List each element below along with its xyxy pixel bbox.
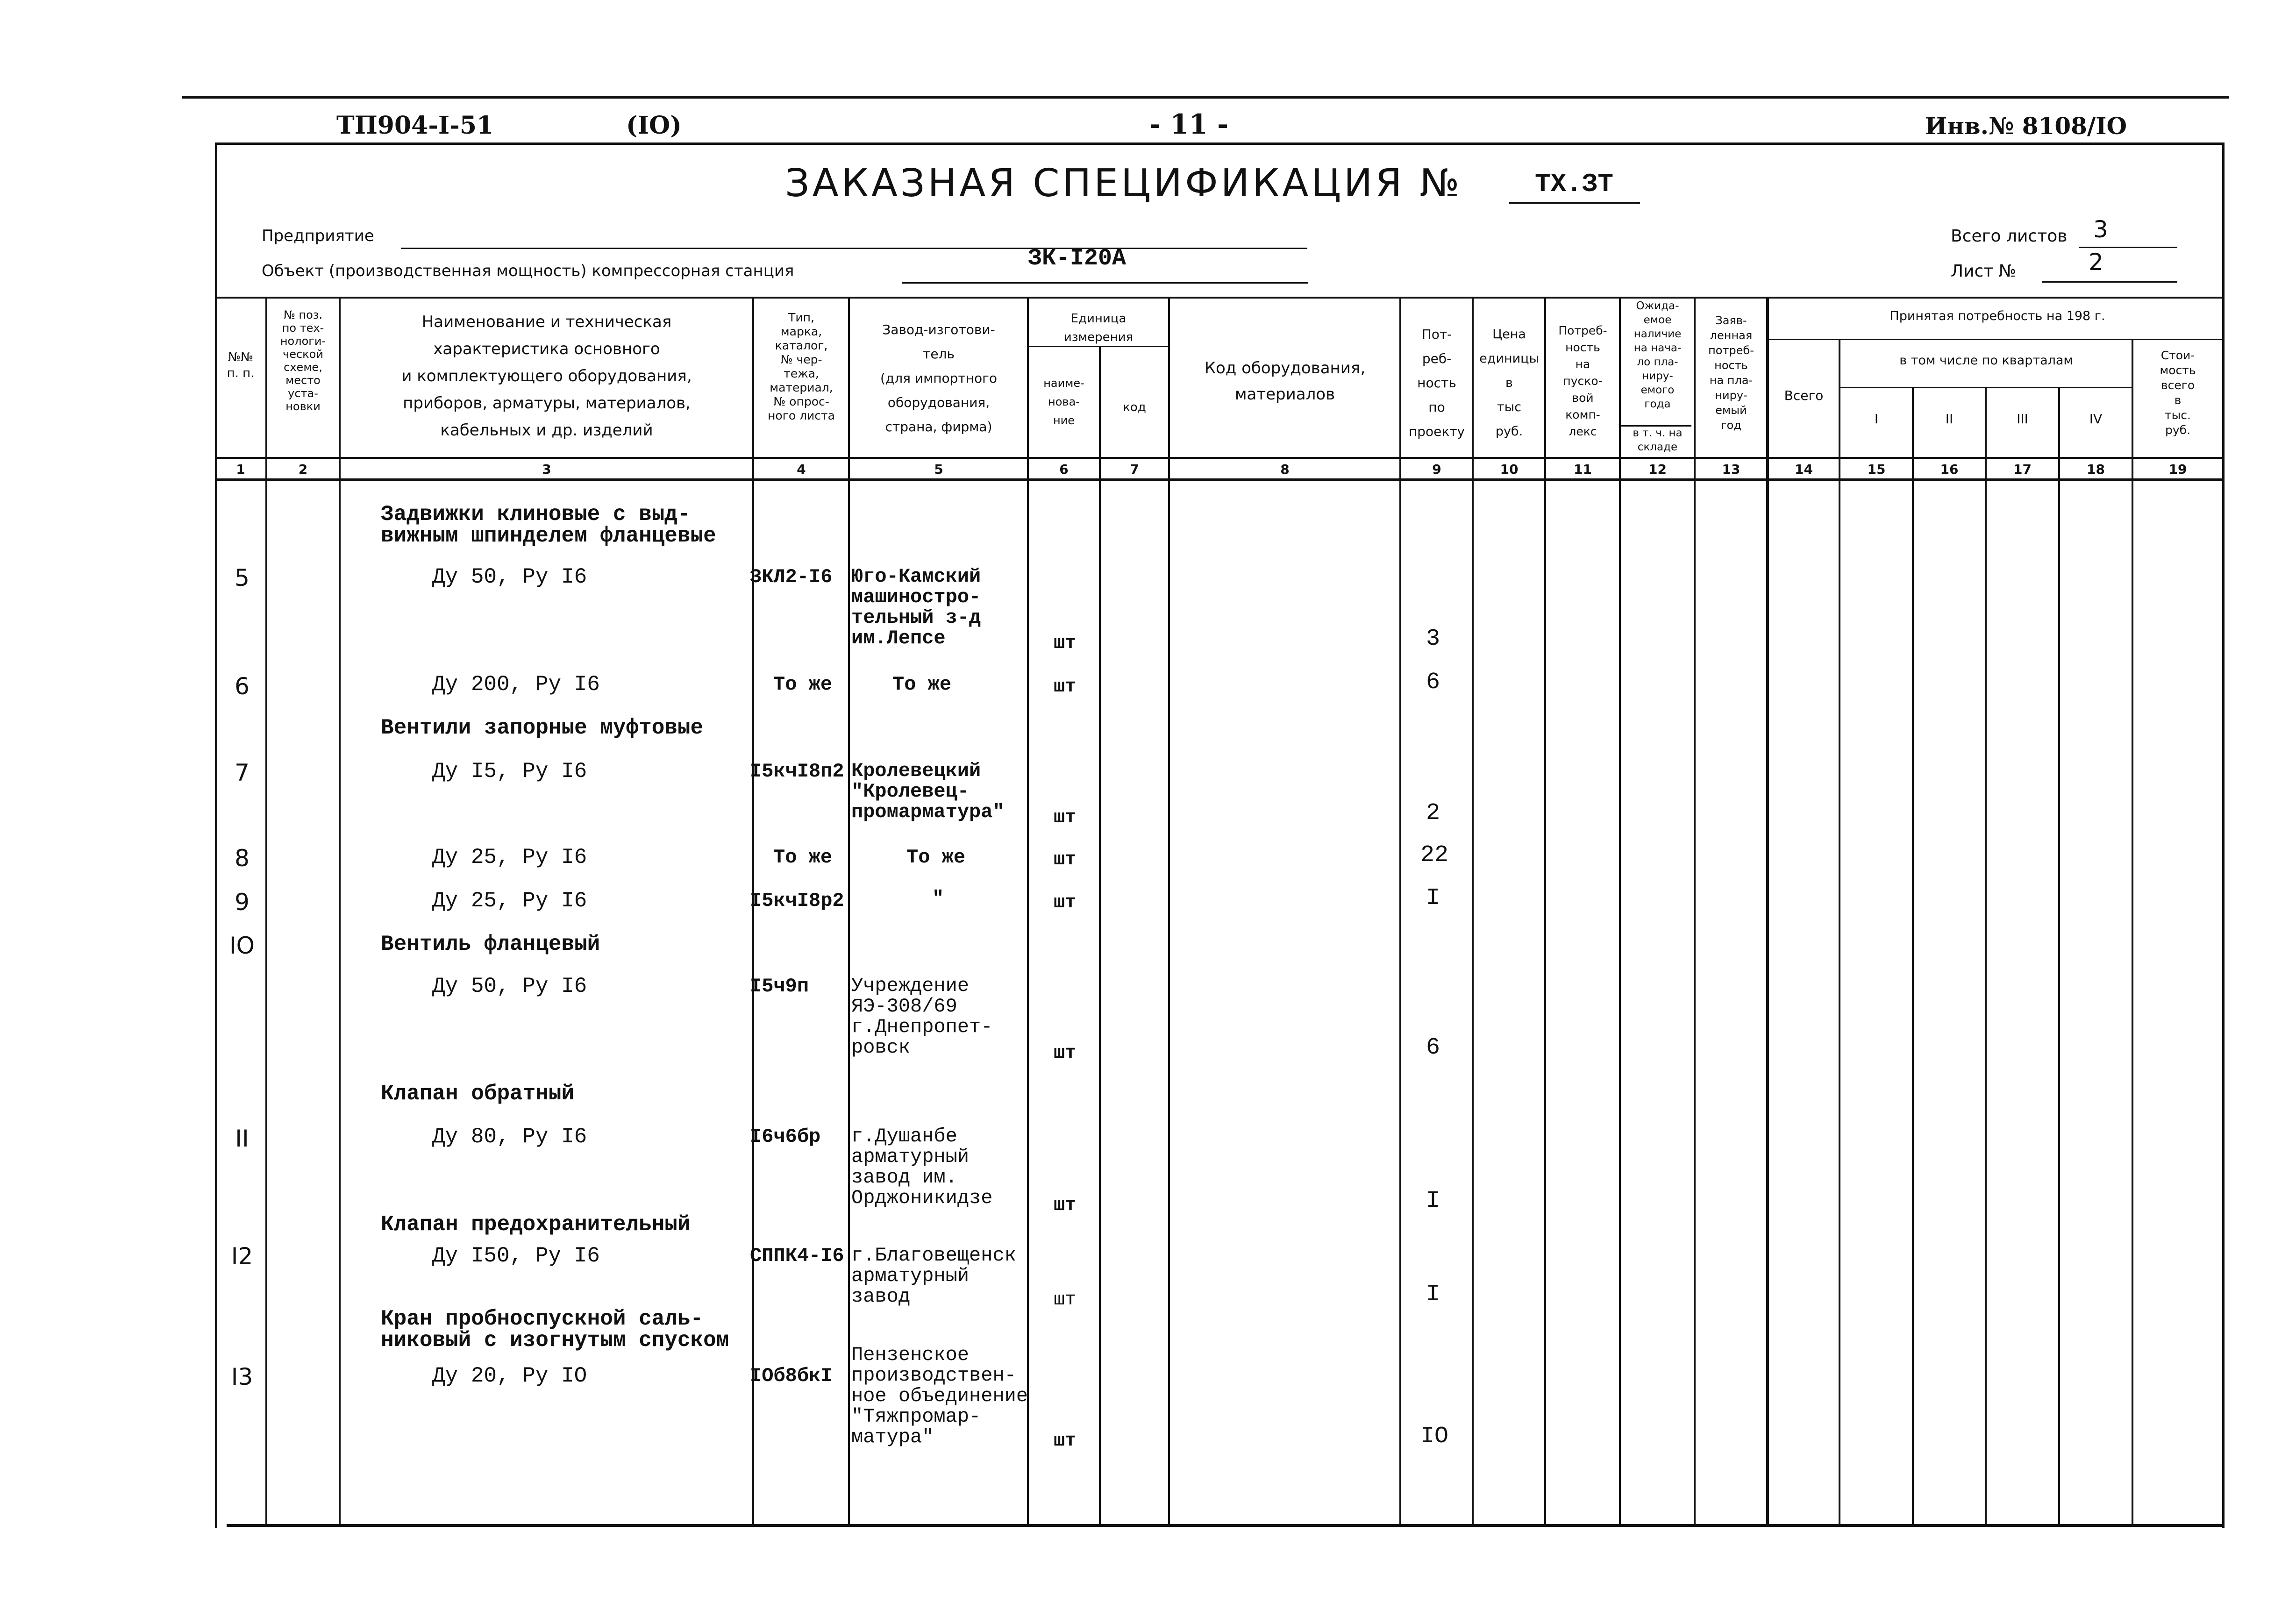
col-number-5: 5 [934, 462, 943, 477]
item-unit: шт [1054, 1195, 1077, 1216]
group-heading: Кран пробноспускной саль- никовый с изогнутым спуском [381, 1307, 729, 1353]
item-qty: I [1426, 1188, 1440, 1214]
sheet-value: 2 [2089, 249, 2103, 276]
col-header-12: Ожида- емое наличие на нача- ло пла- ниру- емого года [1633, 300, 1682, 410]
item-qty: 2 [1426, 800, 1440, 826]
item-maker: То же [906, 846, 966, 869]
item-qty: 22 [1420, 842, 1449, 869]
header-rule [215, 142, 2224, 145]
item-name: Ду I50, Ру I6 [432, 1244, 600, 1268]
col-number-16: 16 [1940, 462, 1959, 477]
item-maker: г.Благовещенск арматурный завод [851, 1244, 1016, 1308]
item-qty: 6 [1426, 669, 1440, 696]
col-header-16: II [1945, 411, 1954, 427]
col-line-14 [1839, 339, 1840, 1525]
col-number-11: 11 [1574, 462, 1592, 477]
col-header-6: наиме- нова- ние [1043, 377, 1084, 427]
col-number-3: 3 [542, 462, 551, 477]
col-number-18: 18 [2087, 462, 2105, 477]
item-unit: шт [1054, 892, 1077, 913]
total-sheets-underline [2079, 247, 2177, 248]
item-qty: 6 [1426, 1034, 1440, 1061]
col-number-12: 12 [1648, 462, 1667, 477]
item-maker: Кролевецкий "Кролевец- промарматура" [851, 760, 1005, 823]
accepted-subheader-line [1766, 339, 2224, 340]
item-type: I5кчI8п2 [750, 760, 844, 783]
col-line-17 [2058, 387, 2060, 1525]
col-number-8: 8 [1280, 462, 1290, 477]
row-number: II [235, 1125, 249, 1152]
col-line-4 [848, 297, 850, 1525]
item-name: Ду 200, Ру I6 [432, 672, 600, 697]
spec-number-underline [1509, 202, 1640, 204]
form-title: ЗАКАЗНАЯ СПЕЦИФИКАЦИЯ № [785, 161, 1462, 206]
item-unit: шт [1054, 1431, 1077, 1452]
col-number-4: 4 [797, 462, 806, 477]
item-name: Ду 25, Ру I6 [432, 845, 587, 869]
item-name: Ду I5, Ру I6 [432, 759, 587, 784]
group-heading: Вентили запорные муфтовые [381, 716, 704, 740]
form-right-border [2222, 142, 2225, 1528]
header-bottom-line [215, 457, 2224, 459]
object-label: Объект (производственная мощность) компрессорная станция [262, 262, 794, 280]
table-bottom-line [227, 1524, 2224, 1527]
col-header-19: Стои- мость всего в тыс. руб. [2160, 349, 2196, 437]
col-line-2 [339, 297, 341, 1525]
item-name: Ду 80, Ру I6 [432, 1125, 587, 1149]
enterprise-label: Предприятие [262, 227, 374, 245]
col-header-10: Цена единицы в тыс руб. [1479, 327, 1539, 439]
col-header-15: I [1874, 411, 1879, 427]
item-qty: 3 [1426, 626, 1440, 652]
enterprise-underline [401, 248, 1307, 249]
group-heading: Клапан обратный [381, 1082, 575, 1106]
col-number-15: 15 [1867, 462, 1886, 477]
sheet-underline [2042, 281, 2177, 283]
total-sheets-label: Всего листов [1951, 227, 2068, 246]
col-header-7: код [1123, 400, 1146, 414]
item-type: СППК4-I6 [750, 1245, 844, 1267]
col-number-6: 6 [1059, 462, 1069, 477]
col-line-6 [1099, 346, 1101, 1525]
col-header-unit: Единица измерения [1063, 312, 1134, 344]
row-number: I3 [231, 1363, 253, 1390]
item-qty: I [1426, 885, 1440, 912]
col-header-4: Тип, марка, каталог, № чер- тежа, материал, № опрос- ного листа [768, 311, 835, 422]
col-line-7 [1168, 297, 1170, 1525]
table-top-line [215, 297, 2224, 299]
col-line-1 [265, 297, 267, 1525]
col-number-1: 1 [236, 462, 245, 477]
col-number-9: 9 [1432, 462, 1441, 477]
page-number: - 11 - [1149, 108, 1229, 140]
col-header-5: Завод-изготови- тель (для импортного оборудования, страна, фирма) [880, 322, 998, 435]
row-number: 9 [235, 889, 250, 916]
item-type: ЗКЛ2-I6 [750, 566, 833, 588]
col-number-7: 7 [1130, 462, 1139, 477]
item-unit: шт [1054, 849, 1077, 870]
col-number-19: 19 [2168, 462, 2187, 477]
col-number-10: 10 [1500, 462, 1519, 477]
col-line-13 [1766, 297, 1769, 1525]
inventory-number: Инв.№ 8108/IO [1925, 112, 2127, 140]
col-line-10 [1544, 297, 1546, 1525]
item-unit: шт [1054, 633, 1077, 654]
object-value: ЗК-I20А [1028, 245, 1127, 272]
col-number-14: 14 [1795, 462, 1813, 477]
item-name: Ду 20, Ру IO [432, 1364, 587, 1388]
group-heading: Вентиль фланцевый [381, 932, 600, 956]
item-unit: шт [1054, 807, 1077, 828]
accepted-header: Принятая потребность на 198 г. [1890, 309, 2105, 323]
item-type: То же [773, 846, 833, 869]
col-header-18: IV [2089, 411, 2103, 427]
project-code: ТП904-I-51 [336, 111, 494, 140]
col-header-2: № поз. по тех- нологи- ческой схеме, место уста- новки [280, 308, 326, 413]
item-maker: " [932, 887, 944, 910]
row-number: IO [229, 932, 255, 959]
col-line-18 [2132, 339, 2133, 1525]
group-heading: Задвижки клиновые с выд- вижным шпинделем фланцевые [381, 502, 716, 548]
item-type: I5кчI8р2 [750, 890, 844, 912]
item-maker: г.Душанбе арматурный завод им. Орджоникидзе [851, 1125, 993, 1209]
item-maker: Юго-Камский машиностро- тельный з-д им.Лепсе [851, 565, 981, 649]
col-header-1: №№ п. п. [227, 350, 255, 380]
col-line-5 [1027, 297, 1029, 1525]
item-type: IOб8бкI [750, 1365, 833, 1387]
col-number-17: 17 [2013, 462, 2032, 477]
item-qty: I [1426, 1281, 1440, 1308]
col-number-2: 2 [298, 462, 308, 477]
row-number: 5 [235, 564, 250, 591]
row-number: 7 [235, 759, 250, 786]
item-maker: Пензенское производствен- ное объединение "Тяжпромар- матура" [851, 1344, 1028, 1448]
spec-number: ТХ.ЗТ [1535, 169, 1614, 199]
item-maker: То же [892, 673, 952, 696]
sheet-label: Лист № [1951, 262, 2017, 281]
item-maker: Учреждение ЯЭ-308/69 г.Днепропет- ровск [851, 975, 993, 1059]
row-number: I2 [231, 1243, 253, 1270]
section-code: (IO) [626, 111, 682, 140]
col-header-11: Потреб- ность на пуско- вой комп- лекс [1558, 324, 1607, 438]
col-line-16 [1985, 387, 1987, 1525]
item-type: То же [773, 673, 833, 696]
object-underline [902, 282, 1308, 284]
col-header-8: Код оборудования, материалов [1204, 359, 1366, 404]
row-number: 8 [235, 845, 250, 872]
col-header-17: III [2017, 411, 2028, 427]
group-heading: Клапан предохранительный [381, 1212, 691, 1237]
col-header-14: Всего [1784, 388, 1824, 403]
row-number: 6 [235, 673, 250, 700]
col-line-9 [1472, 297, 1474, 1525]
item-name: Ду 50, Ру I6 [432, 565, 587, 589]
col-line-8 [1399, 297, 1401, 1525]
item-unit: шт [1054, 1289, 1077, 1311]
item-unit: шт [1054, 1043, 1077, 1064]
col-header-12b: в т. ч. на складе [1633, 427, 1683, 453]
col-number-13: 13 [1722, 462, 1740, 477]
quarters-header: в том числе по кварталам [1899, 353, 2073, 368]
item-name: Ду 25, Ру I6 [432, 889, 587, 913]
item-unit: шт [1054, 677, 1077, 698]
total-sheets-value: 3 [2093, 216, 2108, 243]
col-line-11 [1619, 297, 1621, 1525]
item-name: Ду 50, Ру I6 [432, 974, 587, 998]
col-header-9: Пот- реб- ность по проекту [1408, 327, 1465, 439]
col-header-13: Заяв- ленная потреб- ность на пла- ниру- емый год [1708, 314, 1754, 432]
top-rule [182, 96, 2229, 99]
col-line-12 [1694, 297, 1696, 1525]
item-type: I6ч6бр [750, 1125, 821, 1148]
col-header-3: Наименование и техническая характеристика основного и комплектующего оборудования, приборов, арматуры, материалов, кабельных и др. изделий [401, 313, 692, 440]
col-line-15 [1912, 387, 1914, 1525]
item-qty: IO [1420, 1423, 1449, 1450]
item-type: I5ч9п [750, 975, 809, 997]
